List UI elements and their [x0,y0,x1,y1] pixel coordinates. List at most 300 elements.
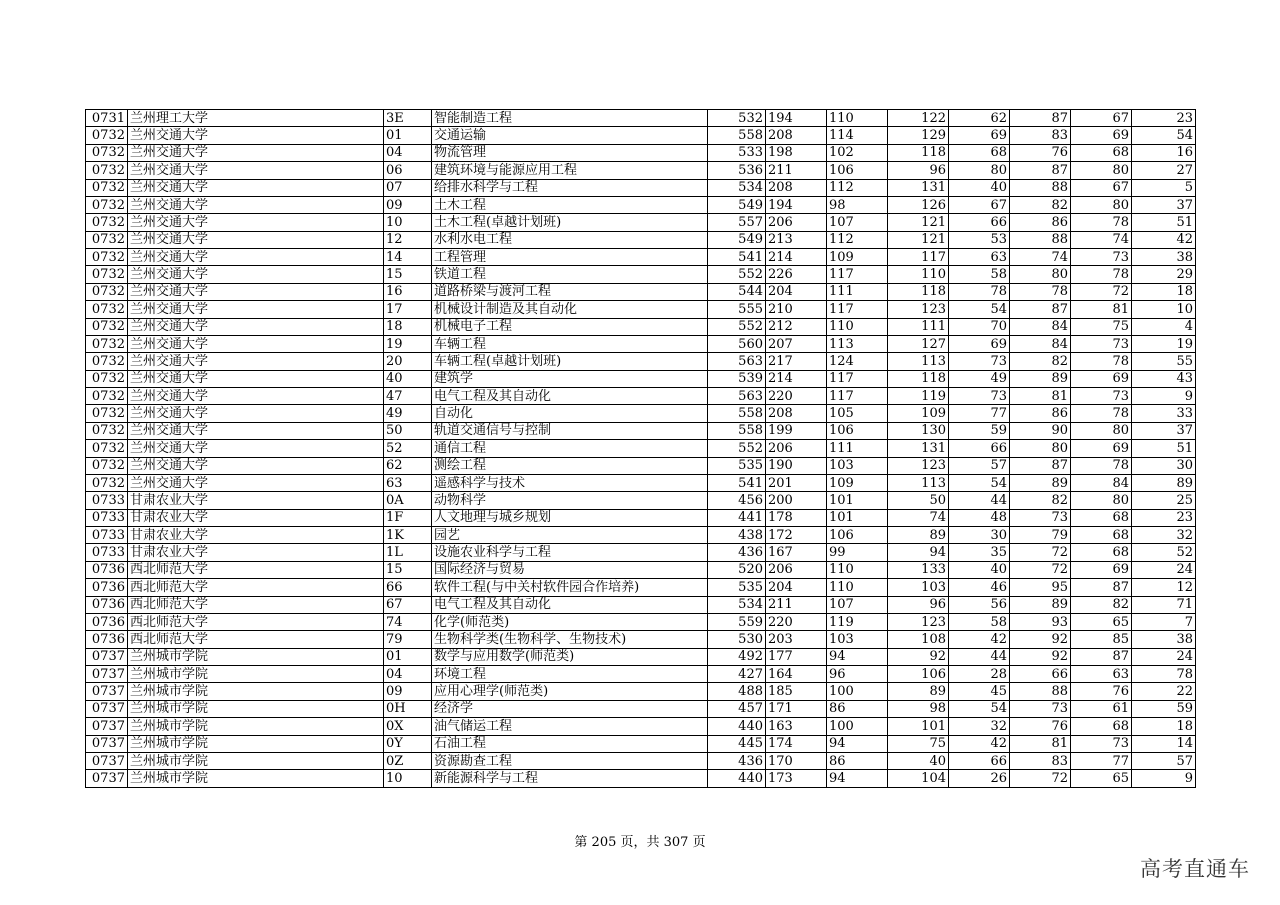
score-1-cell: 170 [766,752,827,769]
score-5-cell: 66 [1010,666,1071,683]
table-row [86,700,1196,717]
score-4-cell: 44 [949,492,1010,509]
score-1-cell: 190 [766,457,827,474]
total-score-cell: 530 [708,631,766,648]
score-5-cell: 84 [1010,335,1071,352]
score-2-cell: 94 [827,770,888,787]
score-6-cell: 61 [1071,700,1132,717]
score-4-cell: 26 [949,770,1010,787]
score-1-cell: 226 [766,266,827,283]
score-1-cell: 217 [766,353,827,370]
score-5-cell: 92 [1010,648,1071,665]
major-code-cell: 49 [384,405,432,422]
score-5-cell: 81 [1010,735,1071,752]
admission-score-table [85,109,1196,788]
score-1-cell: 206 [766,440,827,457]
total-score-cell: 541 [708,249,766,266]
school-name-cell: 兰州交通大学 [128,440,384,457]
major-name-cell: 机械设计制造及其自动化 [432,301,708,318]
score-4-cell: 54 [949,301,1010,318]
score-6-cell: 69 [1071,440,1132,457]
school-code-cell: 0733 [86,527,128,544]
score-2-cell: 101 [827,509,888,526]
score-4-cell: 42 [949,631,1010,648]
score-4-cell: 73 [949,353,1010,370]
score-4-cell: 67 [949,196,1010,213]
table-row [86,162,1196,179]
school-code-cell: 0732 [86,457,128,474]
score-3-cell: 75 [888,735,949,752]
score-3-cell: 109 [888,405,949,422]
major-name-cell: 给排水科学与工程 [432,179,708,196]
score-4-cell: 58 [949,613,1010,630]
score-5-cell: 93 [1010,613,1071,630]
score-1-cell: 194 [766,196,827,213]
score-4-cell: 46 [949,579,1010,596]
score-3-cell: 118 [888,283,949,300]
score-4-cell: 73 [949,388,1010,405]
major-code-cell: 20 [384,353,432,370]
score-6-cell: 69 [1071,561,1132,578]
table-row [86,631,1196,648]
score-3-cell: 130 [888,422,949,439]
score-7-cell: 9 [1132,388,1196,405]
score-5-cell: 73 [1010,700,1071,717]
score-6-cell: 69 [1071,370,1132,387]
school-name-cell: 兰州交通大学 [128,405,384,422]
major-code-cell: 18 [384,318,432,335]
score-6-cell: 74 [1071,231,1132,248]
score-5-cell: 87 [1010,110,1071,127]
school-code-cell: 0732 [86,353,128,370]
score-3-cell: 119 [888,388,949,405]
major-code-cell: 15 [384,266,432,283]
major-code-cell: 40 [384,370,432,387]
school-name-cell: 兰州城市学院 [128,648,384,665]
table-row [86,544,1196,561]
score-6-cell: 80 [1071,162,1132,179]
score-6-cell: 67 [1071,179,1132,196]
school-code-cell: 0732 [86,162,128,179]
school-code-cell: 0732 [86,370,128,387]
score-4-cell: 68 [949,144,1010,161]
major-name-cell: 智能制造工程 [432,110,708,127]
major-name-cell: 园艺 [432,527,708,544]
score-2-cell: 105 [827,405,888,422]
major-name-cell: 软件工程(与中关村软件园合作培养) [432,579,708,596]
score-6-cell: 72 [1071,283,1132,300]
score-6-cell: 78 [1071,457,1132,474]
total-score-cell: 552 [708,318,766,335]
score-3-cell: 122 [888,110,949,127]
table-row [86,613,1196,630]
score-3-cell: 118 [888,144,949,161]
score-1-cell: 200 [766,492,827,509]
major-name-cell: 轨道交通信号与控制 [432,422,708,439]
score-6-cell: 78 [1071,405,1132,422]
score-5-cell: 72 [1010,544,1071,561]
major-code-cell: 06 [384,162,432,179]
major-code-cell: 0A [384,492,432,509]
score-7-cell: 24 [1132,648,1196,665]
score-4-cell: 49 [949,370,1010,387]
score-5-cell: 89 [1010,370,1071,387]
school-name-cell: 西北师范大学 [128,631,384,648]
major-code-cell: 14 [384,249,432,266]
score-4-cell: 30 [949,527,1010,544]
table-row [86,266,1196,283]
score-2-cell: 100 [827,718,888,735]
score-4-cell: 28 [949,666,1010,683]
table-row [86,335,1196,352]
school-code-cell: 0732 [86,474,128,491]
score-2-cell: 110 [827,318,888,335]
school-code-cell: 0732 [86,318,128,335]
table-row [86,353,1196,370]
table-row [86,196,1196,213]
score-2-cell: 100 [827,683,888,700]
major-name-cell: 铁道工程 [432,266,708,283]
major-name-cell: 油气储运工程 [432,718,708,735]
score-7-cell: 54 [1132,127,1196,144]
major-name-cell: 动物科学 [432,492,708,509]
total-score-cell: 436 [708,752,766,769]
major-code-cell: 10 [384,214,432,231]
score-4-cell: 40 [949,561,1010,578]
score-5-cell: 87 [1010,162,1071,179]
major-name-cell: 自动化 [432,405,708,422]
score-2-cell: 112 [827,179,888,196]
major-code-cell: 63 [384,474,432,491]
score-1-cell: 207 [766,335,827,352]
score-4-cell: 40 [949,179,1010,196]
school-code-cell: 0737 [86,700,128,717]
score-3-cell: 50 [888,492,949,509]
school-name-cell: 西北师范大学 [128,579,384,596]
total-score-cell: 445 [708,735,766,752]
total-score-cell: 535 [708,579,766,596]
total-score-cell: 539 [708,370,766,387]
major-code-cell: 04 [384,144,432,161]
school-name-cell: 西北师范大学 [128,613,384,630]
table-row [86,144,1196,161]
score-5-cell: 76 [1010,718,1071,735]
total-score-cell: 534 [708,596,766,613]
score-7-cell: 9 [1132,770,1196,787]
total-score-cell: 552 [708,266,766,283]
score-5-cell: 78 [1010,283,1071,300]
major-code-cell: 01 [384,648,432,665]
score-5-cell: 82 [1010,492,1071,509]
school-name-cell: 兰州交通大学 [128,231,384,248]
school-name-cell: 兰州交通大学 [128,179,384,196]
school-name-cell: 兰州交通大学 [128,214,384,231]
table-row [86,648,1196,665]
score-4-cell: 59 [949,422,1010,439]
score-1-cell: 164 [766,666,827,683]
score-1-cell: 211 [766,162,827,179]
score-7-cell: 30 [1132,457,1196,474]
major-name-cell: 遥感科学与技术 [432,474,708,491]
school-code-cell: 0732 [86,127,128,144]
table-row [86,561,1196,578]
score-2-cell: 113 [827,335,888,352]
score-7-cell: 19 [1132,335,1196,352]
major-code-cell: 67 [384,596,432,613]
major-name-cell: 道路桥梁与渡河工程 [432,283,708,300]
score-2-cell: 94 [827,648,888,665]
score-1-cell: 213 [766,231,827,248]
table-row [86,509,1196,526]
score-3-cell: 96 [888,596,949,613]
score-7-cell: 37 [1132,196,1196,213]
score-6-cell: 69 [1071,127,1132,144]
score-3-cell: 121 [888,214,949,231]
score-2-cell: 117 [827,388,888,405]
total-score-cell: 557 [708,214,766,231]
score-7-cell: 4 [1132,318,1196,335]
total-score-cell: 563 [708,353,766,370]
score-3-cell: 123 [888,613,949,630]
school-code-cell: 0731 [86,110,128,127]
score-1-cell: 198 [766,144,827,161]
major-name-cell: 环境工程 [432,666,708,683]
major-code-cell: 17 [384,301,432,318]
score-3-cell: 129 [888,127,949,144]
score-1-cell: 211 [766,596,827,613]
major-code-cell: 15 [384,561,432,578]
score-1-cell: 214 [766,249,827,266]
score-1-cell: 178 [766,509,827,526]
total-score-cell: 533 [708,144,766,161]
school-name-cell: 西北师范大学 [128,561,384,578]
score-1-cell: 194 [766,110,827,127]
major-code-cell: 47 [384,388,432,405]
major-code-cell: 16 [384,283,432,300]
table-row [86,179,1196,196]
score-4-cell: 54 [949,474,1010,491]
score-2-cell: 110 [827,579,888,596]
major-code-cell: 09 [384,683,432,700]
school-code-cell: 0732 [86,301,128,318]
school-code-cell: 0737 [86,666,128,683]
major-name-cell: 建筑环境与能源应用工程 [432,162,708,179]
score-4-cell: 66 [949,440,1010,457]
score-1-cell: 174 [766,735,827,752]
table-row [86,666,1196,683]
school-code-cell: 0732 [86,405,128,422]
score-4-cell: 35 [949,544,1010,561]
school-name-cell: 兰州交通大学 [128,127,384,144]
score-7-cell: 22 [1132,683,1196,700]
total-score-cell: 552 [708,440,766,457]
table-body [86,110,1196,788]
score-6-cell: 73 [1071,335,1132,352]
score-3-cell: 127 [888,335,949,352]
score-4-cell: 62 [949,110,1010,127]
table-row [86,457,1196,474]
score-2-cell: 106 [827,162,888,179]
score-3-cell: 117 [888,249,949,266]
score-3-cell: 123 [888,457,949,474]
school-name-cell: 兰州城市学院 [128,752,384,769]
major-name-cell: 人文地理与城乡规划 [432,509,708,526]
score-4-cell: 66 [949,214,1010,231]
score-2-cell: 111 [827,440,888,457]
score-3-cell: 40 [888,752,949,769]
total-score-cell: 563 [708,388,766,405]
score-4-cell: 53 [949,231,1010,248]
score-5-cell: 73 [1010,509,1071,526]
score-2-cell: 111 [827,283,888,300]
table-row [86,735,1196,752]
score-3-cell: 106 [888,666,949,683]
score-5-cell: 83 [1010,127,1071,144]
score-7-cell: 33 [1132,405,1196,422]
major-code-cell: 79 [384,631,432,648]
score-7-cell: 18 [1132,283,1196,300]
table-row [86,249,1196,266]
total-score-cell: 555 [708,301,766,318]
score-1-cell: 204 [766,579,827,596]
score-7-cell: 51 [1132,214,1196,231]
school-name-cell: 兰州交通大学 [128,457,384,474]
score-4-cell: 48 [949,509,1010,526]
score-6-cell: 87 [1071,579,1132,596]
score-5-cell: 79 [1010,527,1071,544]
score-2-cell: 101 [827,492,888,509]
table-row [86,770,1196,787]
score-2-cell: 94 [827,735,888,752]
page-number: 第 205 页，共 307 页 [574,835,706,850]
score-6-cell: 80 [1071,196,1132,213]
score-6-cell: 68 [1071,527,1132,544]
score-3-cell: 74 [888,509,949,526]
score-4-cell: 69 [949,335,1010,352]
total-score-cell: 541 [708,474,766,491]
score-3-cell: 113 [888,474,949,491]
table-row [86,301,1196,318]
major-name-cell: 车辆工程(卓越计划班) [432,353,708,370]
score-2-cell: 114 [827,127,888,144]
major-name-cell: 通信工程 [432,440,708,457]
score-7-cell: 23 [1132,110,1196,127]
score-4-cell: 63 [949,249,1010,266]
score-6-cell: 80 [1071,492,1132,509]
school-name-cell: 兰州城市学院 [128,700,384,717]
score-3-cell: 101 [888,718,949,735]
major-name-cell: 石油工程 [432,735,708,752]
major-name-cell: 资源勘查工程 [432,752,708,769]
score-1-cell: 199 [766,422,827,439]
major-name-cell: 水利水电工程 [432,231,708,248]
table-row [86,405,1196,422]
score-4-cell: 69 [949,127,1010,144]
school-name-cell: 甘肃农业大学 [128,509,384,526]
score-5-cell: 88 [1010,231,1071,248]
score-4-cell: 58 [949,266,1010,283]
school-name-cell: 兰州交通大学 [128,266,384,283]
major-name-cell: 车辆工程 [432,335,708,352]
major-code-cell: 1K [384,527,432,544]
score-4-cell: 70 [949,318,1010,335]
score-1-cell: 210 [766,301,827,318]
score-7-cell: 27 [1132,162,1196,179]
score-6-cell: 77 [1071,752,1132,769]
score-1-cell: 212 [766,318,827,335]
table-row [86,422,1196,439]
score-6-cell: 78 [1071,353,1132,370]
score-1-cell: 201 [766,474,827,491]
score-1-cell: 203 [766,631,827,648]
major-code-cell: 1F [384,509,432,526]
score-4-cell: 80 [949,162,1010,179]
total-score-cell: 427 [708,666,766,683]
score-7-cell: 32 [1132,527,1196,544]
score-1-cell: 208 [766,405,827,422]
major-name-cell: 机械电子工程 [432,318,708,335]
score-7-cell: 57 [1132,752,1196,769]
score-2-cell: 106 [827,527,888,544]
major-name-cell: 应用心理学(师范类) [432,683,708,700]
score-2-cell: 103 [827,457,888,474]
school-name-cell: 甘肃农业大学 [128,527,384,544]
score-7-cell: 16 [1132,144,1196,161]
score-2-cell: 124 [827,353,888,370]
school-code-cell: 0736 [86,631,128,648]
major-code-cell: 07 [384,179,432,196]
score-7-cell: 10 [1132,301,1196,318]
school-name-cell: 兰州交通大学 [128,318,384,335]
table-row [86,318,1196,335]
score-3-cell: 131 [888,179,949,196]
score-2-cell: 103 [827,631,888,648]
school-name-cell: 兰州交通大学 [128,144,384,161]
score-6-cell: 68 [1071,144,1132,161]
major-name-cell: 电气工程及其自动化 [432,388,708,405]
score-1-cell: 206 [766,214,827,231]
score-1-cell: 214 [766,370,827,387]
score-6-cell: 67 [1071,110,1132,127]
school-name-cell: 兰州交通大学 [128,388,384,405]
score-1-cell: 206 [766,561,827,578]
score-7-cell: 78 [1132,666,1196,683]
score-1-cell: 173 [766,770,827,787]
school-code-cell: 0732 [86,388,128,405]
score-4-cell: 32 [949,718,1010,735]
score-3-cell: 133 [888,561,949,578]
score-5-cell: 82 [1010,353,1071,370]
score-5-cell: 88 [1010,683,1071,700]
score-5-cell: 72 [1010,770,1071,787]
score-7-cell: 12 [1132,579,1196,596]
score-2-cell: 107 [827,596,888,613]
table-row [86,683,1196,700]
score-2-cell: 98 [827,196,888,213]
score-7-cell: 52 [1132,544,1196,561]
score-1-cell: 163 [766,718,827,735]
school-name-cell: 甘肃农业大学 [128,492,384,509]
school-code-cell: 0732 [86,335,128,352]
score-2-cell: 109 [827,249,888,266]
table-row [86,231,1196,248]
score-2-cell: 106 [827,422,888,439]
school-code-cell: 0733 [86,492,128,509]
school-name-cell: 兰州交通大学 [128,370,384,387]
school-name-cell: 兰州交通大学 [128,474,384,491]
score-5-cell: 95 [1010,579,1071,596]
school-name-cell: 西北师范大学 [128,596,384,613]
